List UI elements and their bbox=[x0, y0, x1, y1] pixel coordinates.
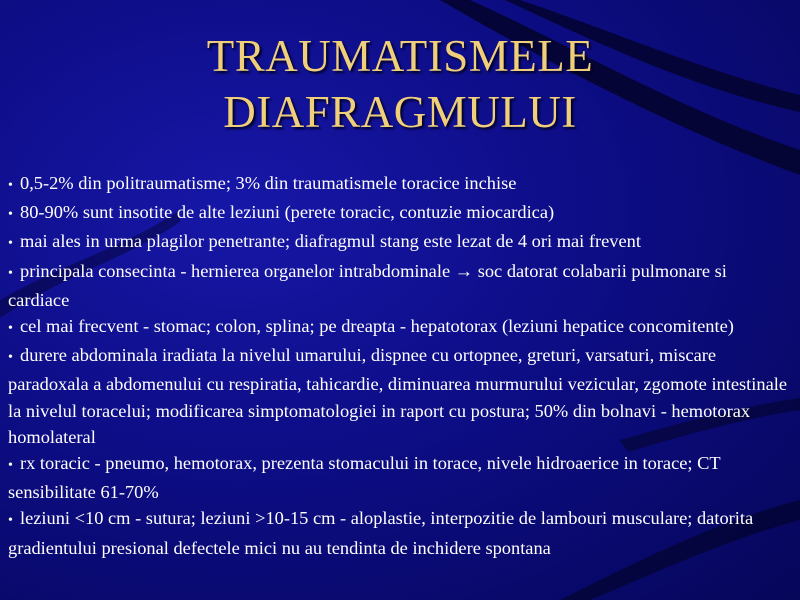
bullet-item bbox=[8, 228, 792, 257]
bullet-item bbox=[8, 313, 792, 342]
bullet-item bbox=[8, 170, 792, 199]
title-line-2: DIAFRAGMULUI bbox=[223, 87, 577, 137]
bullet-text: durere abdominala iradiata la nivelul umarului, dispnee cu ortopnee, greturi, varsaturi, miscare paradoxala a abdomenului cu respiratia, tahicardie, diminuarea murmurului vezicular, zgomote intestinale la nivelul toracelui; modificarea simptomatologiei in raport cu postura; 50% din bolnavi - hemotorax homolateral bbox=[8, 345, 788, 447]
bullet-icon: • bbox=[8, 458, 13, 474]
bullet-item bbox=[8, 505, 792, 560]
bullet-text: principala consecinta - hernierea organelor intrabdominale → soc datorat colabarii pulmonare si cardiace bbox=[8, 260, 727, 310]
slide-title bbox=[0, 28, 800, 140]
bullet-item bbox=[8, 450, 792, 505]
bullet-text: leziuni <10 cm - sutura; leziuni >10-15 cm - aloplastie, interpozitie de lambouri musculare; datorita gradientului presional defectele mici nu au tendinta de inchidere spontana bbox=[8, 508, 754, 558]
bullet-icon: • bbox=[8, 350, 13, 366]
bullet-icon: • bbox=[8, 265, 13, 281]
bullet-icon: • bbox=[8, 513, 13, 529]
bullet-icon: • bbox=[8, 321, 13, 337]
bullet-text: 0,5-2% din politraumatisme; 3% din traumatismele toracice inchise bbox=[20, 173, 517, 193]
title-line-1: TRAUMATISMELE bbox=[206, 31, 594, 81]
bullet-text: cel mai frecvent - stomac; colon, splina; pe dreapta - hepatotorax (leziuni hepatice concomitente) bbox=[20, 316, 734, 337]
bullet-item bbox=[8, 258, 792, 313]
bullet-text: rx toracic - pneumo, hemotorax, prezenta stomacului in torace, nivele hidroaerice in torace; CT sensibilitate 61-70% bbox=[8, 453, 721, 503]
bullet-item bbox=[8, 342, 792, 450]
bullet-icon: • bbox=[8, 207, 13, 223]
bullet-list bbox=[8, 170, 792, 561]
bullet-item bbox=[8, 199, 792, 228]
bullet-text: mai ales in urma plagilor penetrante; diafragmul stang este lezat de 4 ori mai frevent bbox=[20, 231, 641, 252]
bullet-icon: • bbox=[8, 236, 13, 252]
bullet-text: 80-90% sunt insotite de alte leziuni (perete toracic, contuzie miocardica) bbox=[20, 202, 555, 223]
bullet-icon: • bbox=[8, 178, 13, 193]
